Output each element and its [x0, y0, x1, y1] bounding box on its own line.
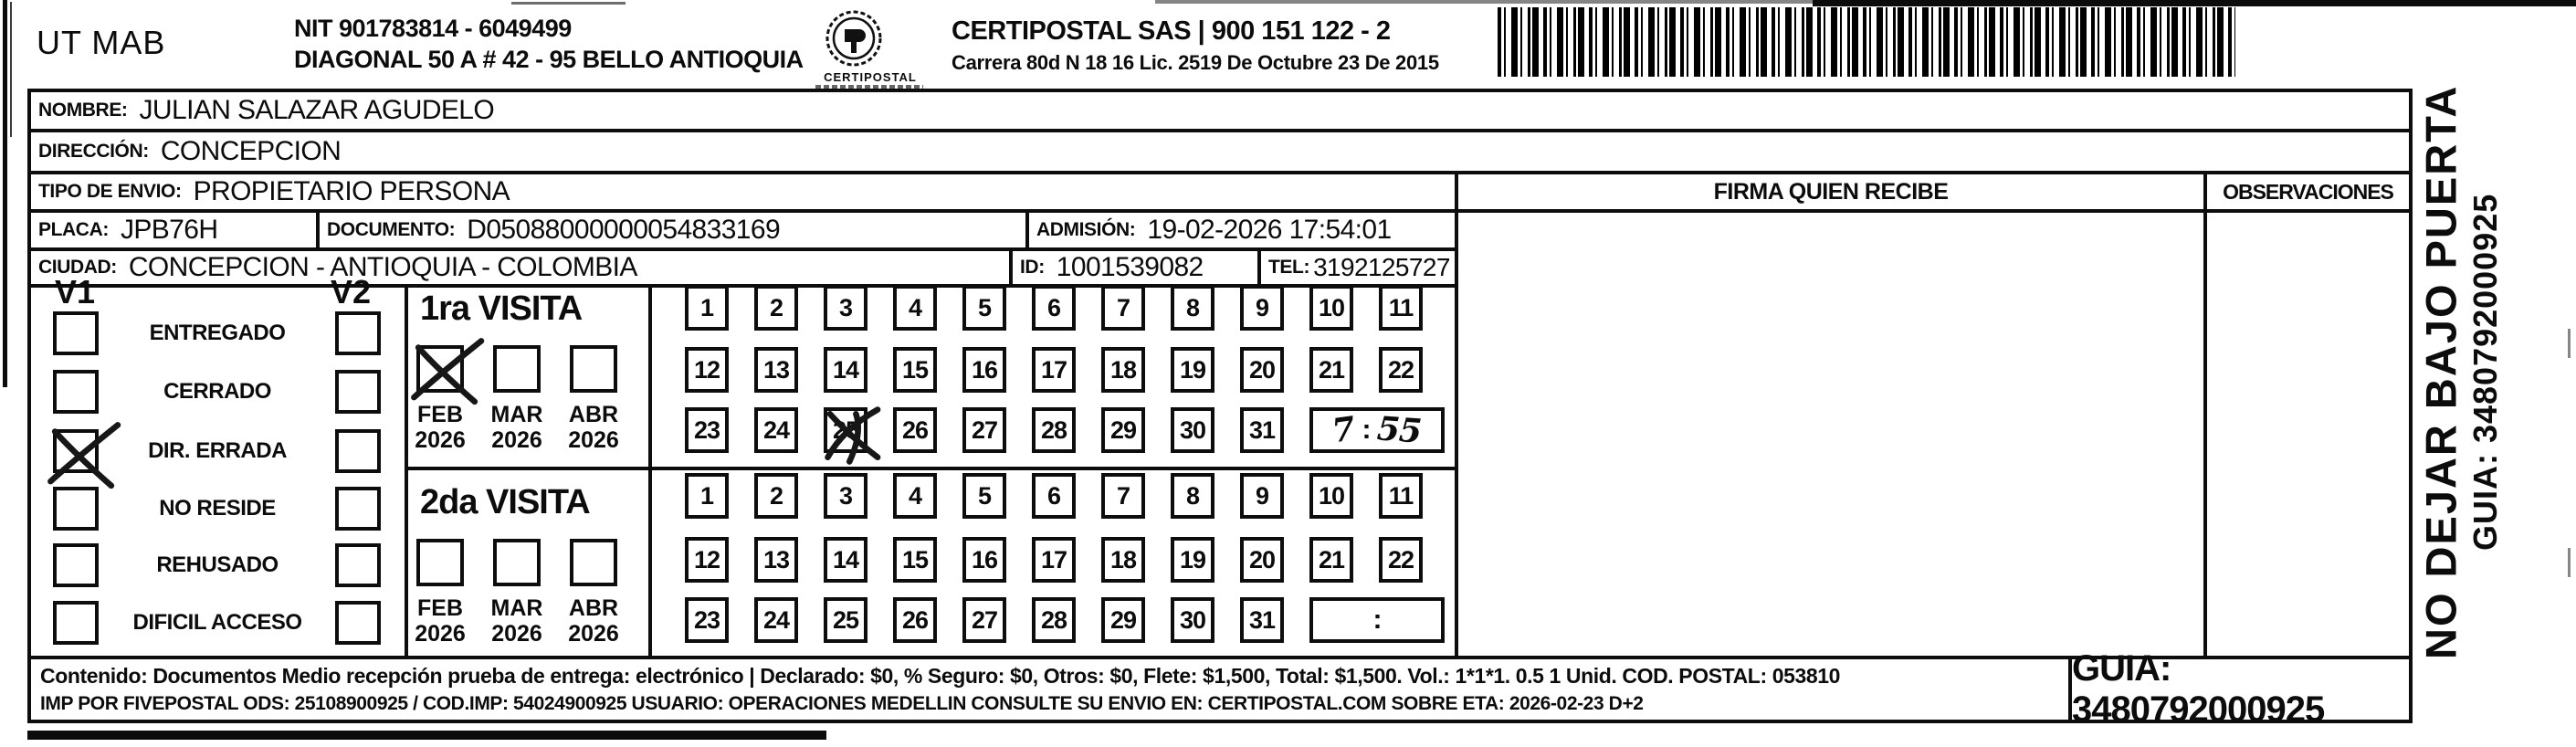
field-placa [27, 209, 320, 251]
logo-wordmark: CERTIPOSTAL [824, 70, 917, 84]
visit-1-month-mar-label: MAR [490, 402, 543, 427]
documento-value: D05088000000054833169 [467, 215, 781, 245]
status-label-dir-errada: DIR. ERRADA [148, 438, 287, 463]
scan-artifact-right-dash [2568, 329, 2571, 358]
visit-2-day-31: 31 [1240, 597, 1284, 643]
v2-checkbox-rehusado [335, 543, 381, 587]
visit-1-day-10: 10 [1309, 285, 1353, 331]
visit-divider-line [405, 467, 1458, 470]
scan-artifact-right-dash2 [2568, 548, 2571, 577]
visit-2-day-18: 18 [1101, 537, 1145, 583]
visit-2-day-30: 30 [1171, 597, 1214, 643]
visit-1-day-30: 30 [1171, 407, 1214, 453]
scan-artifact-left-edge [3, 0, 7, 387]
visit-1-day-7: 7 [1101, 285, 1145, 331]
status-label-dificil-acceso: DIFICIL ACCESO [132, 610, 302, 635]
visit-2-day-22: 22 [1379, 537, 1423, 583]
visit-1-month-abr-checkbox [570, 345, 617, 393]
v2-checkbox-dificil-acceso [335, 601, 381, 645]
visit-2-day-20: 20 [1240, 537, 1284, 583]
placa-value: JPB76H [120, 215, 218, 245]
sender-code: UT MAB [37, 24, 166, 61]
v1-checkbox-entregado [53, 311, 99, 355]
check-x-mark [412, 339, 481, 408]
footer-content-line: Contenido: Documentos Medio recepción prueba de entrega: electrónico | Declarado: $0, % Seguro: $0, Otros: $0, Flete: $1,500, Total: $1,500. Vol.: 1*1*1. 0.5 1 Unid. COD. POSTAL: 053810 [40, 664, 1841, 688]
scan-artifact-left-edge2 [10, 2, 12, 137]
tipo-envio-value: PROPIETARIO PERSONA [193, 176, 510, 206]
status-label-rehusado: REHUSADO [156, 552, 279, 577]
visit-1-day-9: 9 [1240, 285, 1284, 331]
visit-1-day-1: 1 [685, 285, 729, 331]
status-label-cerrado: CERRADO [163, 379, 271, 404]
v1-checkbox-dir-errada [53, 429, 99, 473]
visit-2-day-21: 21 [1309, 537, 1353, 583]
documento-label: DOCUMENTO: [327, 219, 456, 240]
nombre-value: JULIAN SALAZAR AGUDELO [139, 95, 495, 125]
sender-address: DIAGONAL 50 A # 42 - 95 BELLO ANTIOQUIA [294, 46, 804, 73]
visit-2-time-colon: : [1372, 605, 1382, 635]
visit-1-day-6: 6 [1032, 285, 1076, 331]
visit-1-month-feb-label: FEB [417, 402, 463, 427]
visit-1-day-5: 5 [962, 285, 1006, 331]
visit-2-day-9: 9 [1240, 473, 1284, 519]
visit-2-month-feb-label: FEB [417, 595, 463, 621]
visit-1-month-abr-label: ABR [568, 402, 619, 427]
observaciones-column-header: OBSERVACIONES [2203, 171, 2413, 213]
status-label-entregado: ENTREGADO [149, 321, 286, 345]
v1-checkbox-rehusado [53, 543, 99, 587]
company-address: Carrera 80d N 18 16 Lic. 2519 De Octubre 23 De 2015 [952, 51, 1439, 74]
visit-1-day-24: 24 [754, 407, 798, 453]
scan-artifact-bottom-bar [27, 731, 826, 740]
visit-2-day-24: 24 [754, 597, 798, 643]
field-ciudad [27, 247, 1013, 288]
visit-2-day-12: 12 [685, 537, 729, 583]
v1-checkbox-no-reside [53, 487, 99, 531]
field-direccion [27, 129, 2413, 174]
scan-artifact-top-bar [1813, 0, 2576, 6]
scan-artifact-top-dash [1155, 0, 1813, 4]
visit-1-day-20: 20 [1240, 347, 1284, 393]
visit-2-day-6: 6 [1032, 473, 1076, 519]
visit-2-day-27: 27 [962, 597, 1006, 643]
ciudad-label: CIUDAD: [38, 257, 117, 278]
visit-2-day-19: 19 [1171, 537, 1214, 583]
visit-2-day-7: 7 [1101, 473, 1145, 519]
visit-2-day-14: 14 [824, 537, 867, 583]
visit-1-day-22: 22 [1379, 347, 1423, 393]
visit-2-day-11: 11 [1379, 473, 1423, 519]
v1-column-header: V1 [55, 273, 96, 310]
status-label-no-reside: NO RESIDE [159, 496, 276, 521]
visit-1-day-11: 11 [1379, 285, 1423, 331]
visit-1-month-mar-checkbox [493, 345, 541, 393]
visit-1-day-28: 28 [1032, 407, 1076, 453]
visit-1-time-colon: : [1362, 415, 1371, 445]
certipostal-logo-icon [825, 9, 883, 68]
field-nombre [27, 89, 2413, 132]
firma-column-header: FIRMA QUIEN RECIBE [1455, 171, 2207, 213]
v1-checkbox-cerrado [53, 370, 99, 414]
visit-2-day-26: 26 [893, 597, 937, 643]
admision-value: 19-02-2026 17:54:01 [1147, 215, 1392, 245]
visit-2-day-17: 17 [1032, 537, 1076, 583]
visit-1-month-feb-checkbox [416, 345, 464, 393]
visit-1-month-abr-year: 2026 [568, 427, 619, 453]
visit-2-day-10: 10 [1309, 473, 1353, 519]
v2-checkbox-cerrado [335, 370, 381, 414]
side-warning-text: NO DEJAR BAJO PUERTA [2416, 84, 2466, 659]
visit-1-time-minutes-handwritten: 55 [1376, 409, 1423, 451]
visit-1-time-box [1309, 407, 1445, 453]
visit-2-day-4: 4 [893, 473, 937, 519]
visit-1-day-4: 4 [893, 285, 937, 331]
field-tel [1257, 247, 1458, 288]
visit-1-day-2: 2 [754, 285, 798, 331]
visit-2-day-3: 3 [824, 473, 867, 519]
visit-2-day-13: 13 [754, 537, 798, 583]
id-label: ID: [1020, 257, 1045, 278]
field-tipo-envio [27, 171, 1458, 213]
shipment-barcode [1498, 7, 2235, 77]
admision-label: ADMISIÓN: [1036, 219, 1136, 240]
v2-checkbox-entregado [335, 311, 381, 355]
visit-1-title: 1ra VISITA [420, 289, 583, 328]
visit-1-day-18: 18 [1101, 347, 1145, 393]
id-value: 1001539082 [1056, 252, 1204, 282]
visit-2-day-23: 23 [685, 597, 729, 643]
visit-1-day-16: 16 [962, 347, 1006, 393]
placa-label: PLACA: [38, 219, 109, 240]
ciudad-value: CONCEPCION - ANTIOQUIA - COLOMBIA [128, 252, 637, 282]
visit-2-title: 2da VISITA [420, 483, 590, 521]
visit-2-day-1: 1 [685, 473, 729, 519]
field-id [1009, 247, 1261, 288]
visit-2-month-mar-year: 2026 [491, 621, 542, 647]
visit-1-day-23: 23 [685, 407, 729, 453]
visit-1-day-26: 26 [893, 407, 937, 453]
v2-column-header: V2 [331, 273, 372, 310]
visit-1-day-19: 19 [1171, 347, 1214, 393]
observaciones-body-cell [2203, 209, 2413, 659]
visit-1-day-29: 29 [1101, 407, 1145, 453]
company-line: CERTIPOSTAL SAS | 900 151 122 - 2 [952, 16, 1391, 46]
visit-2-month-mar-label: MAR [490, 595, 543, 621]
visit-2-month-abr-label: ABR [568, 595, 619, 621]
visit-2-month-mar-checkbox [493, 539, 541, 586]
v2-checkbox-dir-errada [335, 429, 381, 473]
visit-1-day-13: 13 [754, 347, 798, 393]
visit-2-day-29: 29 [1101, 597, 1145, 643]
visit-1-day-15: 15 [893, 347, 937, 393]
firma-body-cell [1455, 209, 2207, 659]
visit-2-month-abr-year: 2026 [568, 621, 619, 647]
nombre-label: NOMBRE: [38, 100, 128, 121]
visit-2-day-8: 8 [1171, 473, 1214, 519]
visit-2-day-2: 2 [754, 473, 798, 519]
visit-1-day-14: 14 [824, 347, 867, 393]
visit-2-month-feb-year: 2026 [415, 621, 466, 647]
field-admision [1025, 209, 1458, 251]
footer-imp-line: IMP POR FIVEPOSTAL ODS: 25108900925 / COD.IMP: 54024900925 USUARIO: OPERACIONES MEDELLIN CONSULTE SU ENVIO EN: CERTIPOSTAL.COM SOBRE ETA: 2026-02-23 D+2 [40, 693, 1644, 714]
visit-1-day-21: 21 [1309, 347, 1353, 393]
visit-1-month-feb-year: 2026 [415, 427, 466, 453]
visit-2-month-feb-checkbox [416, 539, 464, 586]
visit-1-day-31: 31 [1240, 407, 1284, 453]
scan-artifact-top-dash2 [511, 2, 626, 5]
visit-2-day-5: 5 [962, 473, 1006, 519]
tel-value: 3192125727 [1313, 253, 1450, 281]
visit-1-day-8: 8 [1171, 285, 1214, 331]
visit-2-time-box [1309, 597, 1445, 643]
tipo-envio-label: TIPO DE ENVIO: [38, 181, 182, 202]
visit-2-month-abr-checkbox [570, 539, 617, 586]
footer-content-cell [27, 656, 2072, 723]
v2-checkbox-no-reside [335, 487, 381, 531]
visit-1-day-3: 3 [824, 285, 867, 331]
visit-2-day-25: 25 [824, 597, 867, 643]
visit-1-day-12: 12 [685, 347, 729, 393]
visit-2-day-28: 28 [1032, 597, 1076, 643]
direccion-value: CONCEPCION [160, 136, 342, 166]
v1-checkbox-dificil-acceso [53, 601, 99, 645]
scribble-mark [819, 401, 888, 470]
tel-label: TEL: [1268, 257, 1310, 278]
visit-1-time-hour-handwritten: 7 [1330, 409, 1358, 451]
visit-2-day-16: 16 [962, 537, 1006, 583]
visit-1-day-25: 25 [824, 407, 867, 453]
footer-guia-cell: GUIA: 3480792000925 [2068, 656, 2413, 723]
visit-1-day-17: 17 [1032, 347, 1076, 393]
sender-nit: NIT 901783814 - 6049499 [294, 15, 572, 42]
field-documento [316, 209, 1029, 251]
visit-1-month-mar-year: 2026 [491, 427, 542, 453]
side-guia-text: GUIA: 3480792000925 [2466, 193, 2504, 551]
visit-2-day-15: 15 [893, 537, 937, 583]
direccion-label: DIRECCIÓN: [38, 141, 149, 162]
visit-1-day-27: 27 [962, 407, 1006, 453]
